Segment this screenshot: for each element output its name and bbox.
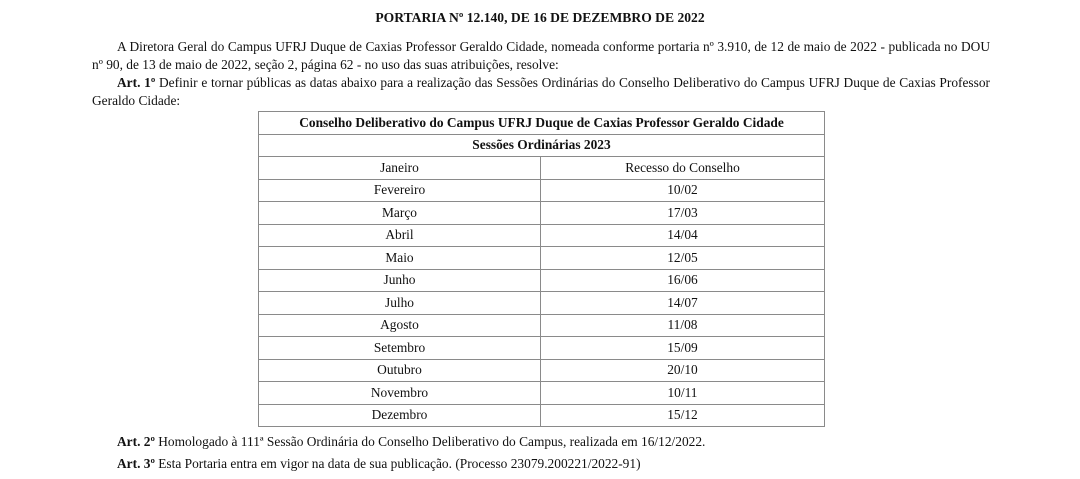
- month-cell: Agosto: [259, 314, 541, 337]
- date-cell: 14/04: [541, 224, 825, 247]
- table-row: [259, 269, 825, 292]
- date-cell: 11/08: [541, 314, 825, 337]
- article-3-label: Art. 3º: [117, 456, 155, 471]
- month-cell: Junho: [259, 269, 541, 292]
- date-cell: 12/05: [541, 247, 825, 270]
- month-cell: Março: [259, 202, 541, 225]
- table-subheader-row: [259, 134, 825, 157]
- table-header-council: Conselho Deliberativo do Campus UFRJ Duque de Caxias Professor Geraldo Cidade: [259, 112, 825, 135]
- table-row: [259, 337, 825, 360]
- table-row: [259, 382, 825, 405]
- month-cell: Maio: [259, 247, 541, 270]
- article-2-text: Homologado à 111ª Sessão Ordinária do Conselho Deliberativo do Campus, realizada em 16/12/2022.: [154, 434, 706, 449]
- table-row: [259, 224, 825, 247]
- article-1: [92, 74, 990, 109]
- article-1-label: Art. 1º: [117, 75, 156, 90]
- table-row: [259, 314, 825, 337]
- date-cell: 17/03: [541, 202, 825, 225]
- date-cell: 20/10: [541, 359, 825, 382]
- article-3: [117, 455, 641, 472]
- month-cell: Janeiro: [259, 157, 541, 180]
- date-cell: 10/11: [541, 382, 825, 405]
- table-body: [259, 157, 825, 427]
- article-3-text: Esta Portaria entra em vigor na data de sua publicação. (Processo 23079.200221/2022-91): [154, 456, 641, 471]
- month-cell: Julho: [259, 292, 541, 315]
- table-row: [259, 157, 825, 180]
- month-cell: Dezembro: [259, 404, 541, 427]
- date-cell: 15/12: [541, 404, 825, 427]
- month-cell: Setembro: [259, 337, 541, 360]
- table-row: [259, 202, 825, 225]
- article-2-label: Art. 2º: [117, 434, 155, 449]
- table-header-row: [259, 112, 825, 135]
- date-cell: 15/09: [541, 337, 825, 360]
- date-cell: 10/02: [541, 179, 825, 202]
- table-header-sessions: Sessões Ordinárias 2023: [259, 134, 825, 157]
- month-cell: Fevereiro: [259, 179, 541, 202]
- sessions-table: [258, 111, 825, 427]
- intro-paragraph: A Diretora Geral do Campus UFRJ Duque de Caxias Professor Geraldo Cidade, nomeada conforme portaria nº 3.910, de 12 de maio de 2022 - publicada no DOU nº 90, de 13 de maio de 2022, seção 2, página 62 - no uso das suas atribuições, resolve:: [92, 39, 990, 72]
- month-cell: Outubro: [259, 359, 541, 382]
- date-cell: 16/06: [541, 269, 825, 292]
- table-row: [259, 247, 825, 270]
- article-1-text: Definir e tornar públicas as datas abaixo para a realização das Sessões Ordinárias do Conselho Deliberativo do Campus UFRJ Duque de Caxias Professor Geraldo Cidade:: [92, 75, 991, 108]
- month-cell: Novembro: [259, 382, 541, 405]
- table-row: [259, 179, 825, 202]
- date-cell: Recesso do Conselho: [541, 157, 825, 180]
- date-cell: 14/07: [541, 292, 825, 315]
- table-row: [259, 404, 825, 427]
- table-row: [259, 292, 825, 315]
- table-row: [259, 359, 825, 382]
- month-cell: Abril: [259, 224, 541, 247]
- document-title: PORTARIA Nº 12.140, DE 16 DE DEZEMBRO DE 2022: [375, 10, 705, 25]
- article-2: [117, 433, 705, 450]
